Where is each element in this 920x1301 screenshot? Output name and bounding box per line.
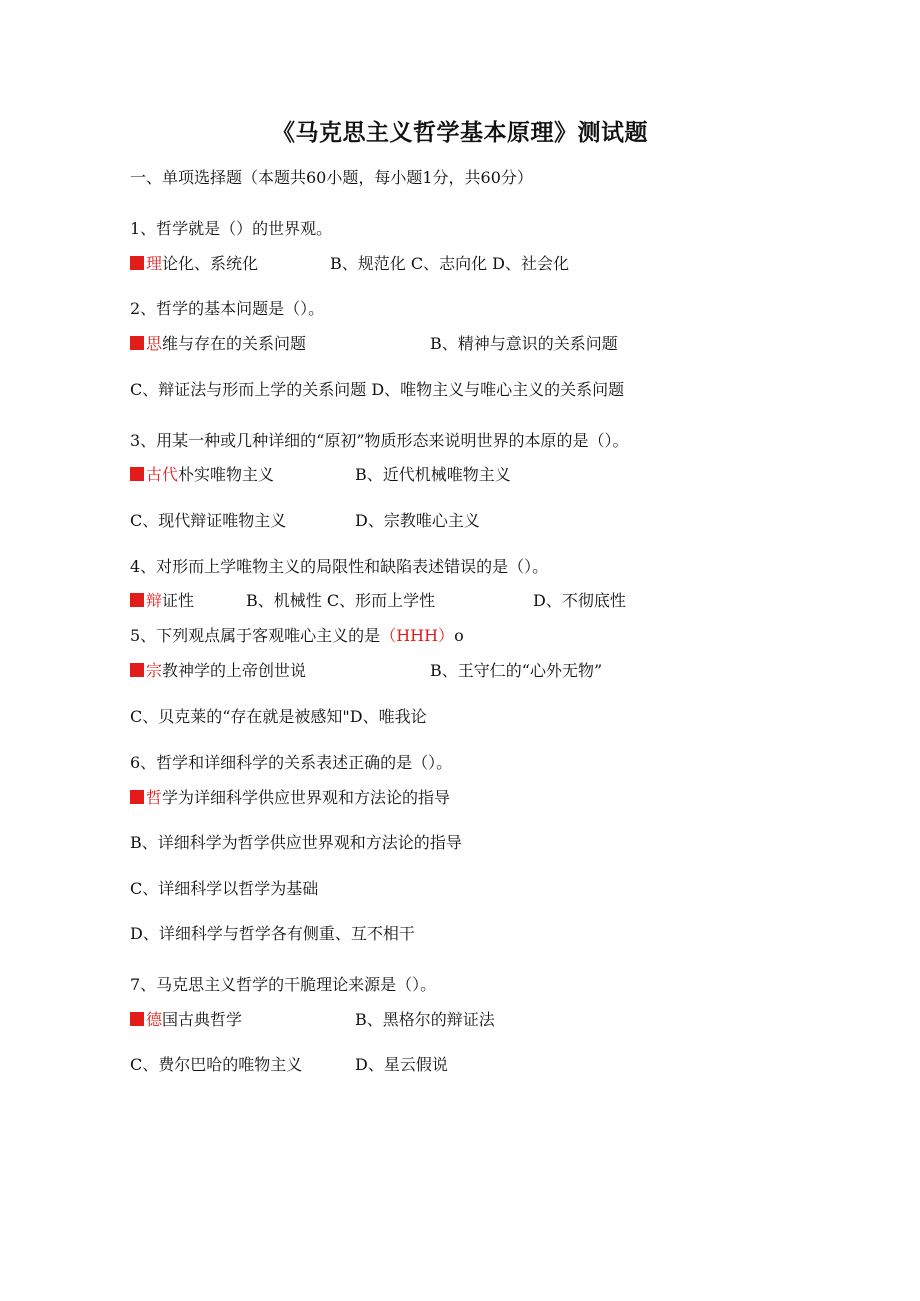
option-b: B、王守仁的“心外无物” [430,661,603,680]
question-1-options [130,253,570,275]
option-a-text: 论化、系统化 [162,254,259,273]
question-4-options [130,590,626,612]
options-bc: B、机械性 C、形而上学性 [246,591,436,610]
option-b: B、精神与意识的关系问题 [430,334,618,353]
option-d: D、不彻底性 [533,591,626,610]
question-6-option-a [130,787,450,809]
option-a-highlight: 辩 [146,591,163,610]
question-5-stem-end: o [454,626,464,645]
question-5-blank: （HHH） [380,626,455,645]
option-a-highlight: 古代 [146,465,179,484]
question-3-stem: 3、用某一种或几种详细的“原初”物质形态来说明世界的本原的是（）。 [130,431,629,450]
question-2-options-cd: C、辩证法与形而上学的关系问题 D、唯物主义与唯心主义的关系问题 [130,380,625,399]
question-6-option-b: B、详细科学为哲学供应世界观和方法论的指导 [130,833,462,852]
answer-marker-icon [130,1012,144,1026]
option-c: C、费尔巴哈的唯物主义 [130,1055,303,1074]
question-6-option-d: D、详细科学与哲学各有侧重、互不相干 [130,924,415,943]
option-a-highlight: 德 [146,1010,163,1029]
option-a-highlight: 思 [146,334,163,353]
answer-marker-icon [130,790,144,804]
section-heading: 一、单项选择题（本题共60小题，每小题1分，共60分） [130,168,533,187]
question-7-options-ab [130,1009,495,1031]
document-title: 《马克思主义哲学基本原理》测试题 [272,119,648,146]
question-7-stem: 7、马克思主义哲学的干脆理论来源是（）。 [130,975,437,994]
question-2-options-ab [130,333,618,355]
option-d: D、星云假说 [355,1055,448,1074]
option-b: B、黑格尔的辩证法 [355,1010,495,1029]
option-a-highlight: 宗 [146,661,163,680]
option-b: B、近代机械唯物主义 [355,465,511,484]
option-a-highlight: 理 [146,254,163,273]
option-a-text: 维与存在的关系问题 [162,334,307,353]
question-1-stem: 1、哲学就是（）的世界观。 [130,219,333,238]
options-bcd: B、规范化 C、志向化 D、社会化 [330,254,570,273]
option-a-highlight: 哲 [146,788,163,807]
question-5-options-ab [130,660,603,682]
answer-marker-icon [130,663,144,677]
question-3-options-cd [130,510,480,532]
question-7-options-cd [130,1054,448,1076]
question-5-options-cd: C、贝克莱的“存在就是被感知"D、唯我论 [130,707,427,726]
answer-marker-icon [130,336,144,350]
question-2-stem: 2、哲学的基本问题是（）。 [130,299,325,318]
option-a-text: 教神学的上帝创世说 [162,661,307,680]
option-c: C、现代辩证唯物主义 [130,511,287,530]
answer-marker-icon [130,256,144,270]
option-a-text: 朴实唯物主义 [178,465,275,484]
question-6-option-c: C、详细科学以哲学为基础 [130,879,319,898]
option-a-text: 学为详细科学供应世界观和方法论的指导 [162,788,451,807]
answer-marker-icon [130,467,144,481]
question-5-stem [130,625,464,647]
question-5-stem-text: 5、下列观点属于客观唯心主义的是 [130,626,381,645]
question-3-options-ab [130,464,511,486]
option-d: D、宗教唯心主义 [355,511,480,530]
answer-marker-icon [130,593,144,607]
question-4-stem: 4、对形而上学唯物主义的局限性和缺陷表述错误的是（）。 [130,557,549,576]
option-a-text: 证性 [162,591,195,610]
option-a-text: 国古典哲学 [162,1010,243,1029]
question-6-stem: 6、哲学和详细科学的关系表述正确的是（）。 [130,753,453,772]
